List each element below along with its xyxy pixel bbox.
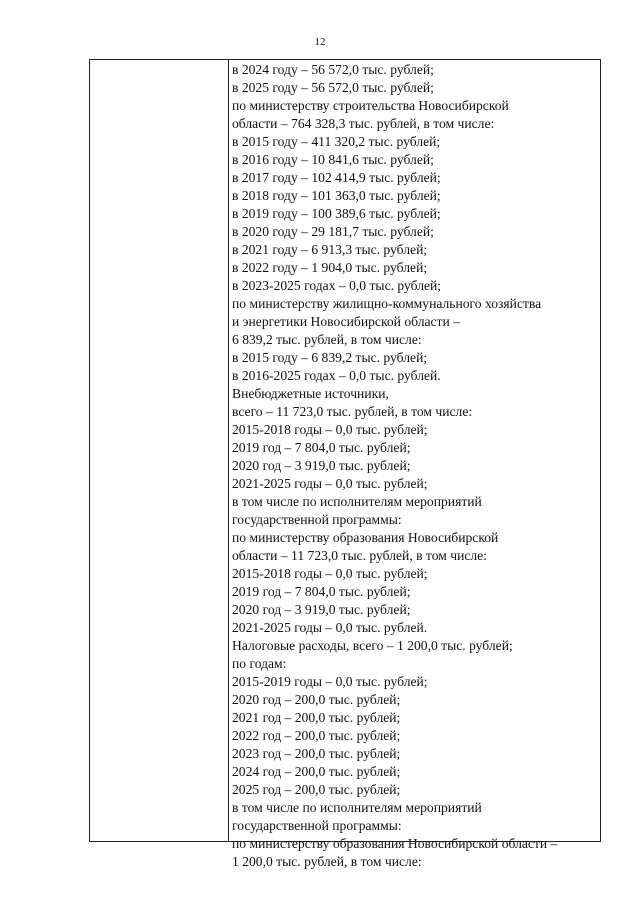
text-line: по министерству строительства Новосибирской <box>232 98 509 113</box>
text-line: в 2020 году – 29 181,7 тыс. рублей; <box>232 224 434 239</box>
text-line: по годам: <box>232 656 287 671</box>
text-line: государственной программы: <box>232 818 402 833</box>
table-cell-left <box>90 60 228 841</box>
text-line: по министерству жилищно-коммунального хозяйства <box>232 296 542 311</box>
text-line: 2019 год – 7 804,0 тыс. рублей; <box>232 440 411 455</box>
text-line: 2015-2019 годы – 0,0 тыс. рублей; <box>232 674 428 689</box>
text-line: по министерству образования Новосибирской области – <box>232 836 558 851</box>
text-line: в 2022 году – 1 904,0 тыс. рублей; <box>232 260 428 275</box>
text-line: 2015-2018 годы – 0,0 тыс. рублей; <box>232 566 428 581</box>
text-line: государственной программы: <box>232 512 402 527</box>
text-line: 2022 год – 200,0 тыс. рублей; <box>232 728 401 743</box>
text-line: в 2021 году – 6 913,3 тыс. рублей; <box>232 242 428 257</box>
text-line: 2015-2018 годы – 0,0 тыс. рублей; <box>232 422 428 437</box>
text-line: в 2024 году – 56 572,0 тыс. рублей; <box>232 62 434 77</box>
text-line: и энергетики Новосибирской области – <box>232 314 460 329</box>
column-divider <box>228 60 229 841</box>
text-line: в 2015 году – 411 320,2 тыс. рублей; <box>232 134 441 149</box>
text-line: в 2023-2025 годах – 0,0 тыс. рублей; <box>232 278 442 293</box>
text-line: 2021 год – 200,0 тыс. рублей; <box>232 710 401 725</box>
text-line: 2020 год – 3 919,0 тыс. рублей; <box>232 458 411 473</box>
text-line: в 2016-2025 годах – 0,0 тыс. рублей. <box>232 368 441 383</box>
text-line: 2025 год – 200,0 тыс. рублей; <box>232 782 401 797</box>
table-cell-right <box>232 61 596 871</box>
text-line: в 2019 году – 100 389,6 тыс. рублей; <box>232 206 441 221</box>
text-line: в 2017 году – 102 414,9 тыс. рублей; <box>232 170 441 185</box>
text-line: 2021-2025 годы – 0,0 тыс. рублей; <box>232 476 428 491</box>
text-line: 2020 год – 200,0 тыс. рублей; <box>232 692 401 707</box>
text-line: 2019 год – 7 804,0 тыс. рублей; <box>232 584 411 599</box>
text-line: Налоговые расходы, всего – 1 200,0 тыс. рублей; <box>232 638 513 653</box>
text-line: по министерству образования Новосибирской <box>232 530 499 545</box>
page-number: 12 <box>314 36 326 48</box>
text-line: в том числе по исполнителям мероприятий <box>232 800 482 815</box>
text-line: 2024 год – 200,0 тыс. рублей; <box>232 764 401 779</box>
text-line: в 2025 году – 56 572,0 тыс. рублей; <box>232 80 434 95</box>
text-line: 2023 год – 200,0 тыс. рублей; <box>232 746 401 761</box>
text-line: Внебюджетные источники, <box>232 386 389 401</box>
text-line: всего – 11 723,0 тыс. рублей, в том числе: <box>232 404 473 419</box>
text-line: в 2015 году – 6 839,2 тыс. рублей; <box>232 350 428 365</box>
text-line: области – 764 328,3 тыс. рублей, в том числе: <box>232 116 495 131</box>
text-line: в 2018 году – 101 363,0 тыс. рублей; <box>232 188 441 203</box>
document-table <box>89 59 601 869</box>
text-line: в том числе по исполнителям мероприятий <box>232 494 482 509</box>
text-line: 2020 год – 3 919,0 тыс. рублей; <box>232 602 411 617</box>
text-line: в 2016 году – 10 841,6 тыс. рублей; <box>232 152 434 167</box>
text-line: 6 839,2 тыс. рублей, в том числе: <box>232 332 422 347</box>
text-line: 2021-2025 годы – 0,0 тыс. рублей. <box>232 620 428 635</box>
text-line: 1 200,0 тыс. рублей, в том числе: <box>232 854 422 869</box>
text-line: области – 11 723,0 тыс. рублей, в том числе: <box>232 548 487 563</box>
